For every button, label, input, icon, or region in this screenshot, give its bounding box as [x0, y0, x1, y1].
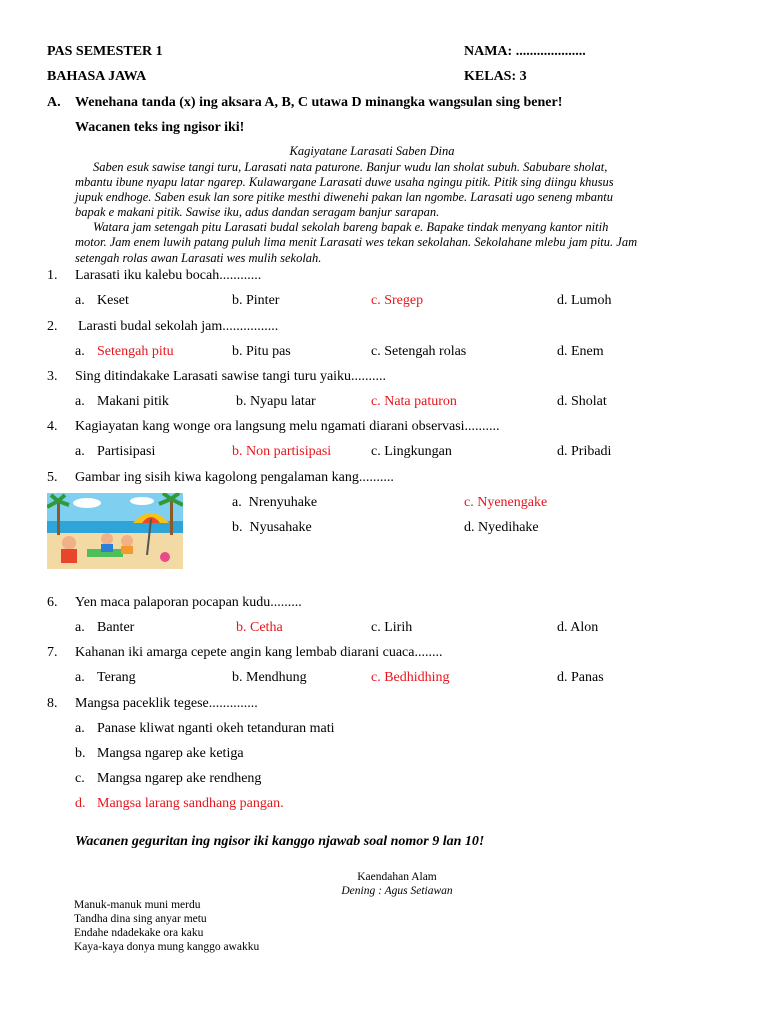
reading-line: motor. Jam enem luwih patang puluh lima menit Larasati wes tekan sekolahan. Sekolahane mlebu jam pitu. Jam: [75, 235, 638, 249]
poem-line: Manuk-manuk muni merdu: [74, 899, 201, 911]
reading-title: Kagiyatane Larasati Saben Dina: [289, 144, 455, 158]
option-d: d. Sholat: [557, 394, 607, 409]
option-b: b. Mendhung: [232, 670, 307, 685]
poem-title: Kaendahan Alam: [357, 871, 437, 883]
reading-line: mbantu ibune nyapu latar ngarep. Kulawargane Larasati duwe usaha ngingu pitik. Pitik sing diingu khusus: [75, 175, 614, 189]
option-letter: a.: [75, 344, 85, 359]
question-number: 2.: [47, 319, 58, 334]
option-c-answer: c. Sregep: [371, 293, 424, 308]
option-b-answer: b. Cetha: [236, 620, 283, 635]
subject-title: PAS SEMESTER 1: [47, 44, 163, 59]
question-text: Larasati iku kalebu bocah............: [75, 268, 262, 283]
subject-name: BAHASA JAWA: [47, 69, 147, 84]
option-b: b. Pitu pas: [232, 344, 291, 359]
poem-instruction: Wacanen geguritan ing ngisor iki kanggo njawab soal nomor 9 lan 10!: [75, 834, 485, 849]
option-d: d. Enem: [557, 344, 604, 359]
option-d: d. Lumoh: [557, 293, 612, 308]
option-text-answer: Mangsa larang sandhang pangan.: [97, 796, 284, 811]
option-letter: a.: [75, 721, 85, 736]
option-text: Mangsa ngarep ake rendheng: [97, 771, 262, 786]
reading-line: jupuk endhoge. Saben esuk lan sore pitike mesthi diwenehi pakan lan ngombe. Larasati ugo seneng mbantu: [75, 190, 614, 204]
question-text: Kahanan iki amarga cepete angin kang lembab diarani cuaca........: [75, 645, 443, 660]
question-number: 8.: [47, 696, 58, 711]
question-number: 6.: [47, 595, 58, 610]
question-number: 4.: [47, 419, 58, 434]
option-text: Panase kliwat nganti okeh tetanduran mati: [97, 721, 335, 736]
option-d: d. Alon: [557, 620, 599, 635]
question-text: Kagiayatan kang wonge ora langsung melu ngamati diarani observasi..........: [75, 419, 500, 434]
option-letter: a.: [75, 620, 85, 635]
poem-line: Endahe ndadekake ora kaku: [74, 927, 204, 939]
option-text: Partisipasi: [97, 444, 156, 459]
option-letter: a.: [75, 444, 85, 459]
option-a-answer: Setengah pitu: [97, 344, 174, 359]
poem-line: Tandha dina sing anyar metu: [74, 913, 207, 925]
question-number: 7.: [47, 645, 58, 660]
option-c: c. Lingkungan: [371, 444, 452, 459]
question-number: 5.: [47, 470, 58, 485]
reading-line: Watara jam setengah pitu Larasati budal sekolah bareng bapak e. Bapake tindak menyang kantor nitih: [93, 220, 609, 234]
reading-line: Saben esuk sawise tangi turu, Larasati nata paturone. Banjur wudu lan sholat subuh. Sabubare sholat,: [93, 160, 608, 174]
option-text: Keset: [97, 293, 129, 308]
poem-line: Kaya-kaya donya mung kanggo awakku: [74, 941, 260, 953]
reading-line: setengah rolas awan Larasati wes mulih sekolah.: [75, 251, 322, 265]
class-field: KELAS: 3: [464, 69, 527, 84]
option-b: b. Pinter: [232, 293, 280, 308]
option-c-answer: c. Nyenengake: [464, 495, 548, 510]
option-letter: a.: [75, 670, 85, 685]
question-text: Larasti budal sekolah jam................: [78, 319, 279, 334]
option-c-answer: c. Nata paturon: [371, 394, 457, 409]
option-text: Terang: [97, 670, 136, 685]
option-b: b. Nyusahake: [232, 520, 312, 535]
question-number: 3.: [47, 369, 58, 384]
option-letter: a.: [75, 394, 85, 409]
option-d: d. Pribadi: [557, 444, 612, 459]
question-number: 1.: [47, 268, 58, 283]
option-letter: c.: [75, 771, 85, 786]
option-letter: a.: [75, 293, 85, 308]
option-c-answer: c. Bedhidhing: [371, 670, 450, 685]
beach-illustration-icon: [47, 493, 183, 569]
question-text: Mangsa paceklik tegese..............: [75, 696, 258, 711]
option-b-answer: b. Non partisipasi: [232, 444, 332, 459]
name-field: NAMA: ....................: [464, 44, 586, 59]
question-text: Sing ditindakake Larasati sawise tangi turu yaiku..........: [75, 369, 387, 384]
option-a: a. Nrenyuhake: [232, 495, 318, 510]
option-text: Mangsa ngarep ake ketiga: [97, 746, 244, 761]
option-letter-answer: d.: [75, 796, 86, 811]
reading-line: bapak e makani pitik. Sawise iku, adus dandan seragam banjur sarapan.: [75, 205, 440, 219]
poem-author: Dening : Agus Setiawan: [341, 885, 453, 897]
option-letter: b.: [75, 746, 86, 761]
option-b: b. Nyapu latar: [236, 394, 316, 409]
section-instruction: Wenehana tanda (x) ing aksara A, B, C utawa D minangka wangsulan sing bener!: [75, 95, 563, 110]
option-d: d. Nyedihake: [464, 520, 539, 535]
read-prompt: Wacanen teks ing ngisor iki!: [75, 120, 245, 135]
option-c: c. Setengah rolas: [371, 344, 467, 359]
question-text: Yen maca palaporan pocapan kudu.........: [75, 595, 302, 610]
option-text: Banter: [97, 620, 135, 635]
option-text: Makani pitik: [97, 394, 169, 409]
option-d: d. Panas: [557, 670, 604, 685]
question-text: Gambar ing sisih kiwa kagolong pengalaman kang..........: [75, 470, 394, 485]
section-letter: A.: [47, 95, 61, 110]
option-c: c. Lirih: [371, 620, 413, 635]
